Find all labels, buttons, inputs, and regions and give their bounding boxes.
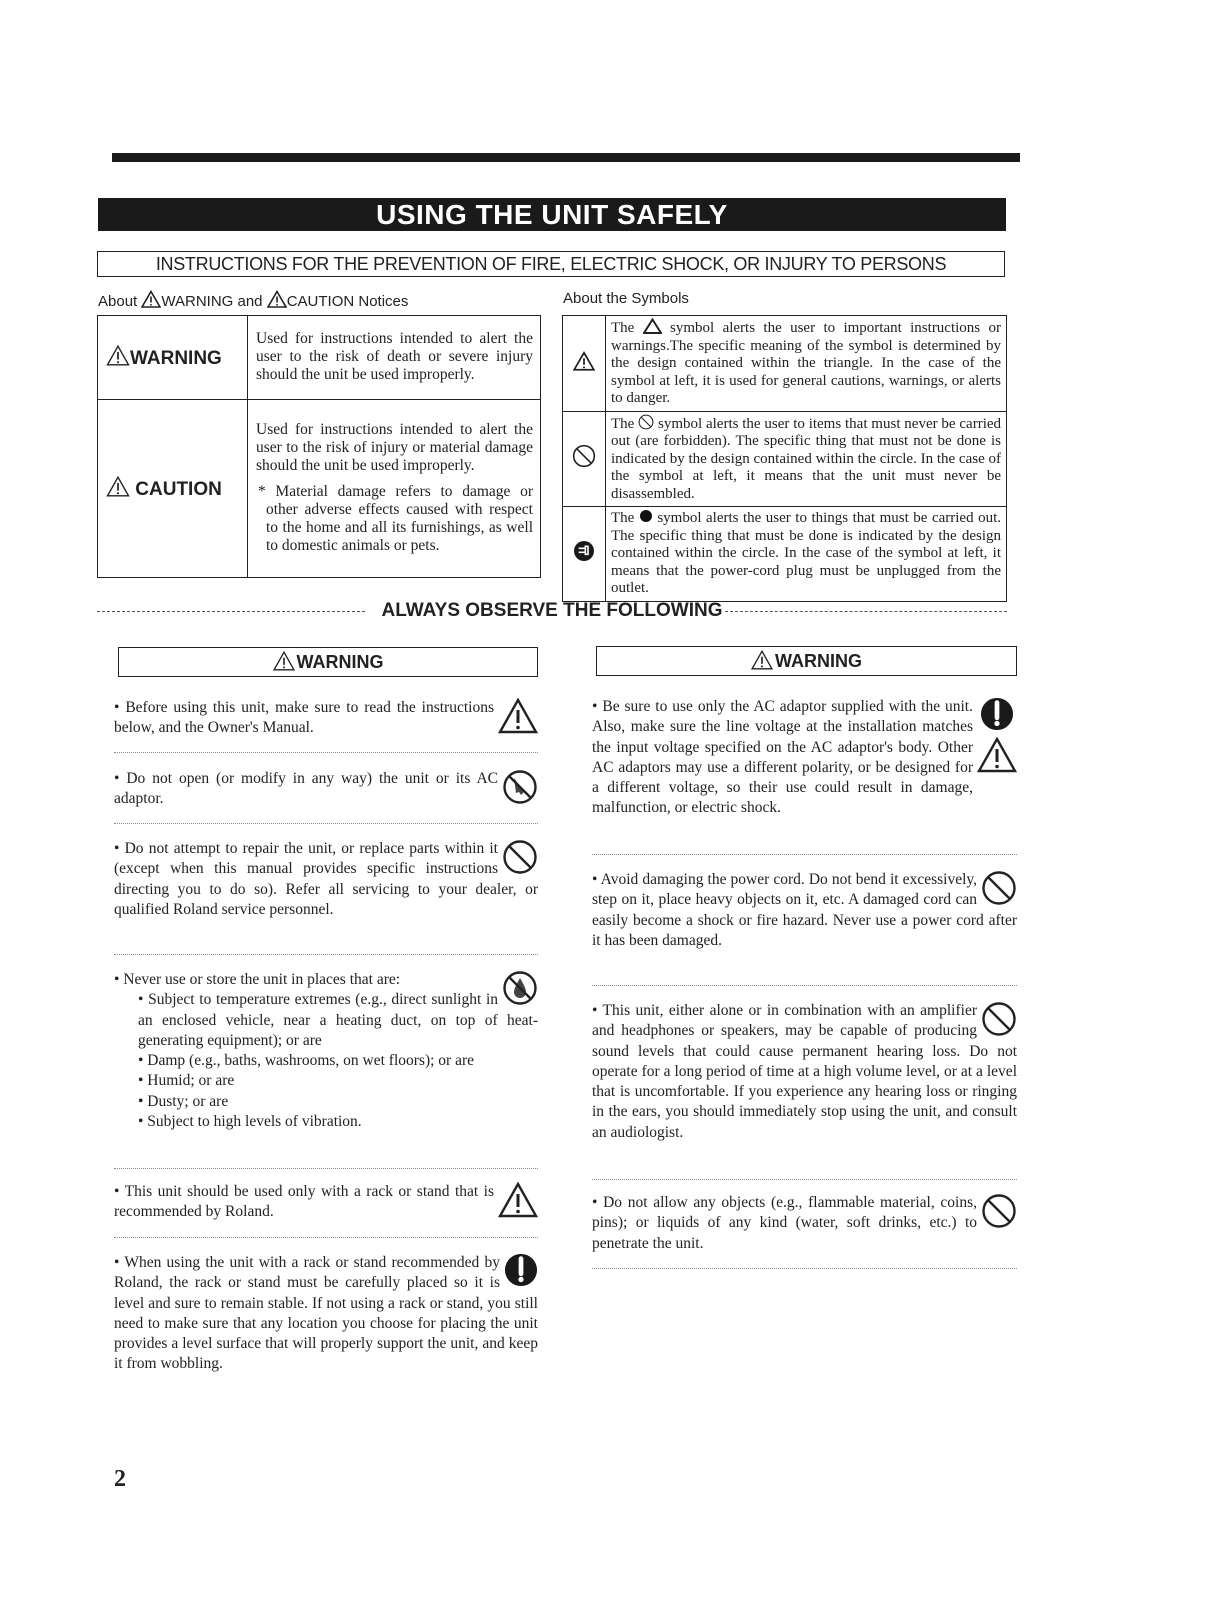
right-item-hearing-loss: • This unit, either alone or in combination with an amplifier and headphones or speakers, may be capable of producing sound levels that could cause permanent hearing loss. Do not operate for a long period of time at a high volume level, or at a level that is uncomfortable. If you experience any hearing loss or ringing in the ears, you should immediately stop using the unit, and consult an audiologist.: [592, 1002, 1017, 1141]
always-observe-banner: [97, 600, 1007, 622]
right-item-foreign-objects: • Do not allow any objects (e.g., flammable material, coins, pins); or liquids of any kind (water, soft drinks, etc.) to penetrate the unit.: [592, 1193, 1017, 1254]
separator: [114, 1168, 538, 1169]
storage-sub-item: • Subject to high levels of vibration.: [138, 1113, 362, 1131]
storage-sub-item: • Subject to temperature extremes (e.g., direct sunlight in an enclosed vehicle, near a heating duct, on top of heat-generating equipment); or are: [138, 991, 538, 1049]
notices-heading: About WARNING and CAUTION Notices: [98, 290, 408, 310]
prohibit-icon: [502, 839, 538, 875]
separator: [114, 752, 538, 753]
separator: [114, 1237, 538, 1238]
triangle-symbol-description: The symbol alerts the user to important instructions or warnings.The specific meaning of the symbol is determined by the design contained within the triangle. In the case of the symbol at left, it is used for general cautions, warnings, or alerts to danger.: [606, 316, 1007, 412]
separator: [592, 854, 1017, 855]
ac-adaptor-icon-group: [977, 697, 1017, 780]
caution-triangle-icon: [106, 476, 130, 497]
symbols-heading: About the Symbols: [563, 290, 689, 307]
left-item-do-not-repair: • Do not attempt to repair the unit, or replace parts within it (except when this manual provides specific instructions directing you to do so). Refer all servicing to your dealer, or qualified Roland service personnel.: [114, 840, 538, 918]
always-observe-text: ALWAYS OBSERVE THE FOLLOWING: [381, 600, 723, 621]
symbol-cell-mandatory: [563, 507, 606, 602]
warning-triangle-icon: [273, 651, 295, 671]
separator: [592, 1268, 1017, 1269]
left-item-storage-places: • Never use or store the unit in places that are: • Subject to temperature extremes (e.g., direct sunlight in an enclosed vehicle, near a heating duct, on top of heat-generating equipment); or are • Damp (e.g., baths, washrooms, on wet floors); or are • Humid; or are • Dusty; or are • Subject to high levels of vibration.: [114, 970, 538, 1132]
mandatory-action-icon: [980, 697, 1014, 731]
top-rule: [112, 153, 1020, 162]
title-bar: [98, 198, 1006, 231]
separator: [114, 823, 538, 824]
storage-sub-item: • Dusty; or are: [138, 1092, 229, 1110]
prohibit-icon: [981, 870, 1017, 906]
notices-table: [97, 315, 541, 578]
caution-triangle-icon: [573, 351, 595, 371]
dashed-rule-right: [725, 611, 1007, 612]
storage-sub-item: • Damp (e.g., baths, washrooms, on wet floors); or are: [138, 1052, 475, 1070]
symbols-table: [562, 315, 1007, 602]
separator: [592, 985, 1017, 986]
instructions-box: [97, 251, 1005, 277]
left-item-rack-placement: • When using the unit with a rack or stand recommended by Roland, the rack or stand must be carefully placed so it is level and sure to remain stable. If not using a rack or stand, you still need to make sure that any location you choose for placing the unit provides a level surface that will properly support the unit, and keep it from wobbling.: [114, 1254, 538, 1373]
caution-note: * Material damage refers to damage or other adverse effects caused with respect to the home and all its furnishings, as well to domestic animals or pets.: [258, 483, 533, 554]
left-item-do-not-open: • Do not open (or modify in any way) the unit or its AC adaptor.: [114, 769, 538, 810]
separator: [592, 1179, 1017, 1180]
mandatory-symbol-description: The symbol alerts the user to things that must be carried out. The specific thing that must be done is indicated by the design contained within the circle. In the case of the symbol at left, it means that the power-cord plug must be unplugged from the outlet.: [606, 507, 1007, 602]
unplug-icon: [572, 539, 596, 563]
warning-label-cell: WARNING: [98, 316, 248, 400]
warning-triangle-icon: [106, 345, 130, 366]
caution-description-cell: [248, 400, 541, 578]
left-item-rack: • This unit should be used only with a rack or stand that is recommended by Roland.: [114, 1182, 538, 1223]
filled-circle-icon: [639, 509, 653, 523]
warning-description: Used for instructions intended to alert the user to the risk of death or severe injury should the unit be used improperly.: [248, 316, 541, 400]
page-number: 2: [114, 1466, 126, 1492]
warning-triangle-icon: [751, 650, 773, 670]
caution-triangle-icon: [267, 290, 287, 308]
prohibit-icon: [638, 414, 654, 430]
right-warning-header: WARNING: [596, 646, 1017, 676]
mandatory-action-icon: [504, 1253, 538, 1287]
no-disassemble-icon: [502, 769, 538, 805]
no-water-icon: [502, 970, 538, 1006]
caution-triangle-icon: [498, 698, 538, 734]
storage-sub-item: • Humid; or are: [138, 1072, 235, 1090]
left-item-read-manual: • Before using this unit, make sure to read the instructions below, and the Owner's Manual.: [114, 698, 538, 739]
right-item-ac-adaptor: • Be sure to use only the AC adaptor supplied with the unit. Also, make sure the line voltage at the installation matches the input voltage specified on the AC adaptor's body. Other AC adaptors may use a different polarity, or be designed for a different voltage, so their use could result in damage, malfunction, or electric shock.: [592, 697, 1017, 819]
symbol-cell-triangle: [563, 316, 606, 412]
prohibit-icon: [981, 1193, 1017, 1229]
separator: [114, 954, 538, 955]
caution-triangle-icon: [977, 737, 1017, 773]
no-disassemble-icon: [572, 444, 596, 468]
instructions-text: INSTRUCTIONS FOR THE PREVENTION OF FIRE, ELECTRIC SHOCK, OR INJURY TO PERSONS: [155, 254, 947, 274]
caution-description: Used for instructions intended to alert the user to the risk of injury or material damage should the unit be used improperly.: [256, 421, 533, 474]
page-title: USING THE UNIT SAFELY: [376, 199, 728, 230]
prohibit-symbol-description: The symbol alerts the user to items that must never be carried out (are forbidden). The specific thing that must not be done is indicated by the design contained within the circle. In the case of the symbol at left, it means that the unit must never be disassembled.: [606, 411, 1007, 507]
triangle-icon: [643, 318, 662, 334]
left-warning-header: WARNING: [118, 647, 538, 677]
warning-triangle-icon: [141, 290, 161, 308]
caution-triangle-icon: [498, 1182, 538, 1218]
symbol-cell-prohibit: [563, 411, 606, 507]
caution-label-cell: CAUTION: [98, 400, 248, 578]
prohibit-icon: [981, 1001, 1017, 1037]
right-item-power-cord: • Avoid damaging the power cord. Do not bend it excessively, step on it, place heavy objects on it, etc. A damaged cord can easily become a shock or fire hazard. Never use a power cord after it has been damaged.: [592, 871, 1017, 949]
